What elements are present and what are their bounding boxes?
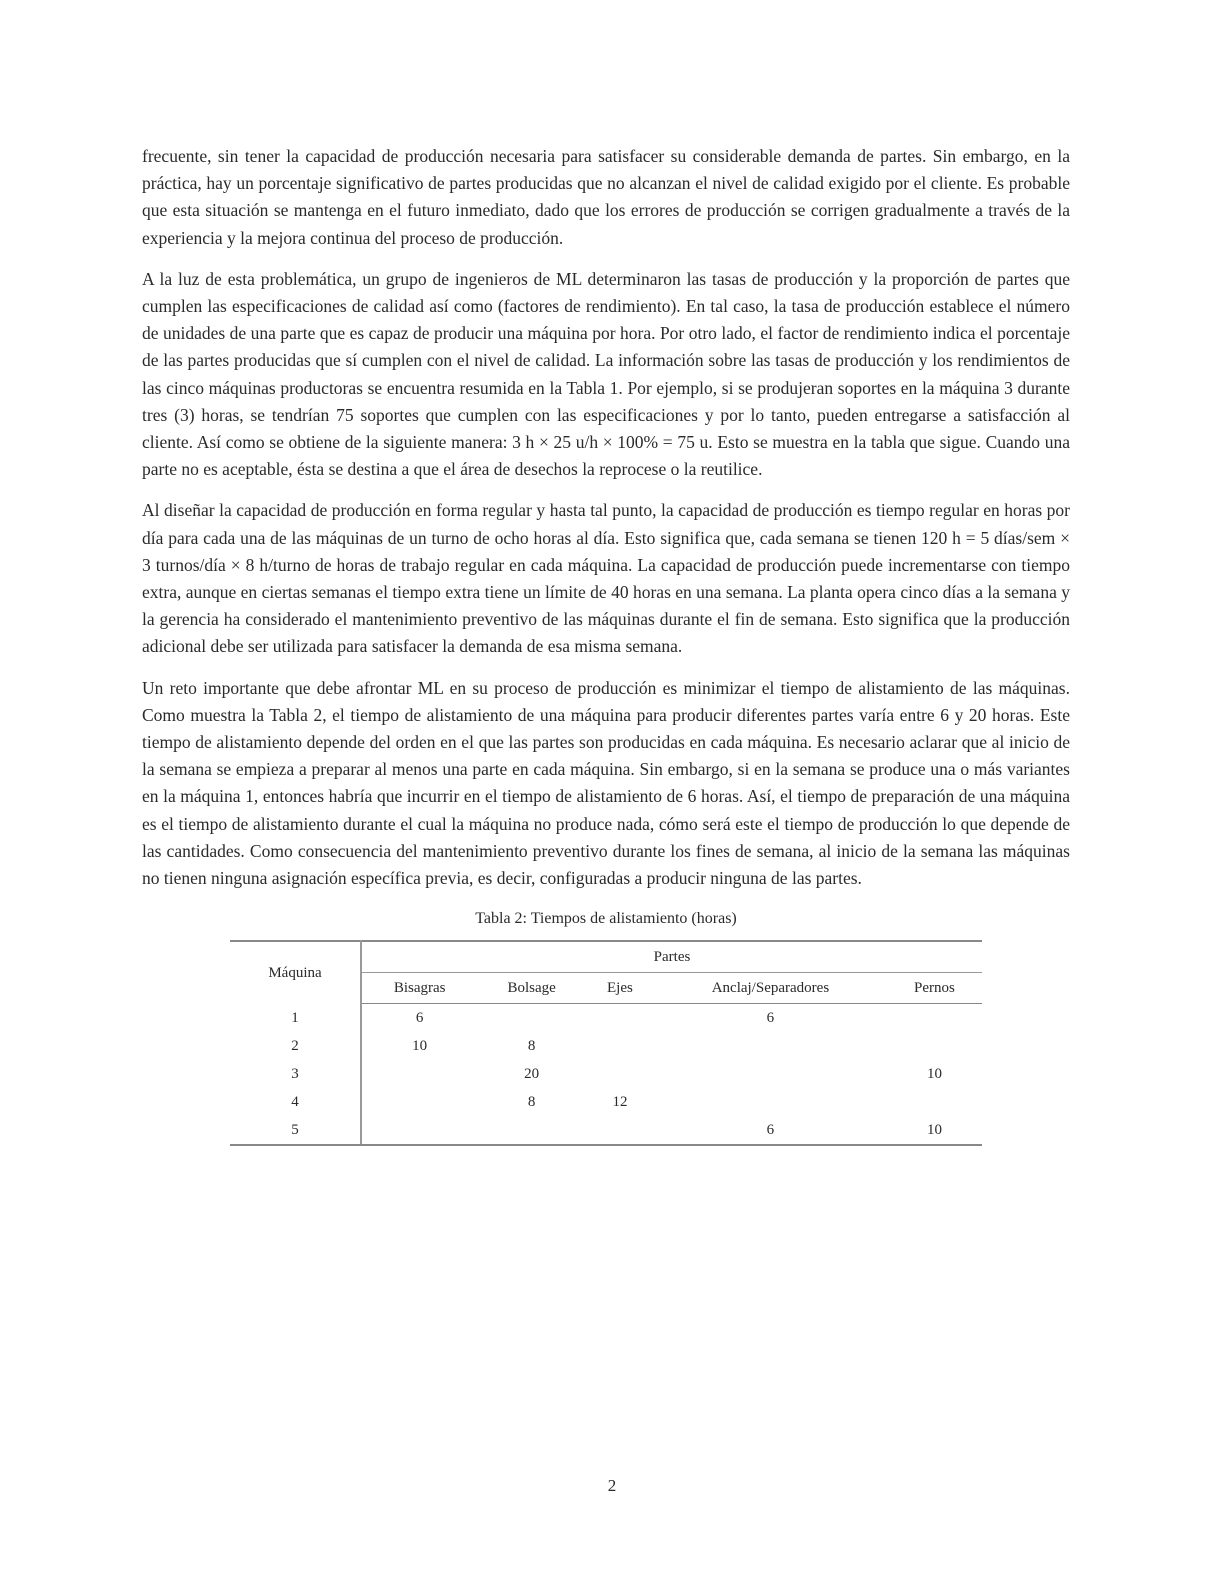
machine-cell: 4 xyxy=(230,1088,361,1116)
table-cell: 6 xyxy=(415,1009,424,1026)
page-number: 2 xyxy=(607,1476,617,1495)
machine-column-header: Máquina xyxy=(230,941,361,1004)
table-row xyxy=(230,1060,982,1088)
page-content xyxy=(142,143,1070,1146)
table-cell xyxy=(586,1032,654,1060)
table-cell xyxy=(887,1088,982,1116)
table-cell xyxy=(361,1060,477,1088)
column-header: Bolsage xyxy=(477,973,586,1004)
table-row xyxy=(230,1116,982,1145)
setup-times-table-wrap xyxy=(230,940,982,1146)
machine-cell: 1 xyxy=(230,1004,361,1033)
table-cell xyxy=(887,1004,982,1033)
table-cell: 10 xyxy=(926,1065,942,1082)
parts-group-header: Partes xyxy=(361,941,982,973)
table-cell xyxy=(361,1116,477,1145)
column-header: Anclaj/Separadores xyxy=(654,973,887,1004)
table-cell: 10 xyxy=(887,1116,982,1145)
table-cell xyxy=(887,1032,982,1060)
table-cell xyxy=(586,1004,654,1033)
table-cell: 12 xyxy=(612,1093,628,1110)
table-cell xyxy=(477,1116,586,1145)
paragraph-4: Un reto importante que debe afrontar ML en su proceso de producción es minimizar el tiempo de alistamiento de las máquinas. Como muestra la Tabla 2, el tiempo de alistamiento de una máquina para producir diferentes partes varía entre 6 y 20 horas. Este tiempo de alistamiento depende del orden en el que las partes son producidas en cada máquina. Es necesario aclarar que al inicio de la semana se empieza a preparar al menos una parte en cada máquina. Sin embargo, si en la semana se produce una o más variantes en la máquina 1, entonces habría que incurrir en el tiempo de alistamiento de 6 horas. Así, el tiempo de preparación de una máquina es el tiempo de alistamiento durante el cual la máquina no produce nada, cómo será este el tiempo de producción lo que depende de las cantidades. Como consecuencia del mantenimiento preventivo durante los fines de semana, al inicio de la semana las máquinas no tienen ninguna asignación específica previa, es decir, configuradas a producir ninguna de las partes. xyxy=(142,677,1070,889)
table-cell: 20 xyxy=(524,1065,540,1082)
table-cell: 8 xyxy=(527,1037,536,1054)
table-cell xyxy=(586,1116,654,1145)
table-cell xyxy=(586,1060,654,1088)
column-header: Ejes xyxy=(586,973,654,1004)
table-caption: Tabla 2: Tiempos de alistamiento (horas) xyxy=(475,910,737,928)
machine-cell: 3 xyxy=(230,1060,361,1088)
table-cell xyxy=(654,1060,887,1088)
table-row xyxy=(230,1088,982,1116)
machine-cell: 5 xyxy=(230,1116,361,1145)
table-row xyxy=(230,1032,982,1060)
table-cell: 6 xyxy=(766,1009,775,1026)
table-row xyxy=(230,1004,982,1033)
table-cell: 10 xyxy=(412,1037,428,1054)
table-cell: 6 xyxy=(654,1116,887,1145)
table-cell xyxy=(654,1032,887,1060)
machine-cell: 2 xyxy=(230,1032,361,1060)
paragraph-2: A la luz de esta problemática, un grupo de ingenieros de ML determinaron las tasas de producción y la proporción de partes que cumplen las especificaciones de calidad así como (factores de rendimiento). En tal caso, la tasa de producción establece el número de unidades de una parte que es capaz de producir una máquina por hora. Por otro lado, el factor de rendimiento indica el porcentaje de las partes producidas que sí cumplen con el nivel de calidad. La información sobre las tasas de producción y los rendimientos de las cinco máquinas productoras se encuentra resumida en la Tabla 1. Por ejemplo, si se produjeran soportes en la máquina 3 durante tres (3) horas, se tendrían 75 soportes que cumplen con las especificaciones y por lo tanto, pueden entregarse a satisfacción al cliente. Así como se obtiene de la siguiente manera: 3 h × 25 u/h × 100% = 75 u. Esto se muestra en la tabla que sigue. Cuando una parte no es aceptable, ésta se destina a que el área de desechos la reprocese o la reutilice. xyxy=(142,268,1070,480)
table-cell xyxy=(361,1088,477,1116)
column-header: Pernos xyxy=(887,973,982,1004)
paragraph-3: Al diseñar la capacidad de producción en forma regular y hasta tal punto, la capacidad de producción es tiempo regular en horas por día para cada una de las máquinas de un turno de ocho horas al día. Esto significa que, cada semana se tienen 120 h = 5 días/sem × 3 turnos/día × 8 h/turno de horas de trabajo regular en cada máquina. La capacidad de producción puede incrementarse con tiempo extra, aunque en ciertas semanas el tiempo extra tiene un límite de 40 horas en una semana. La planta opera cinco días a la semana y la gerencia ha considerado el mantenimiento preventivo de las máquinas durante el fin de semana. Esto significa que la producción adicional debe ser utilizada para satisfacer la demanda de esa misma semana. xyxy=(142,500,1070,657)
setup-times-table xyxy=(230,940,982,1146)
table-cell xyxy=(477,1004,586,1033)
paragraph-1: frecuente, sin tener la capacidad de producción necesaria para satisfacer su considerable demanda de partes. Sin embargo, en la práctica, hay un porcentaje significativo de partes producidas que no alcanzan el nivel de calidad exigido por el cliente. Es probable que esta situación se mantenga en el futuro inmediato, dado que los errores de producción se corrigen gradualmente a través de la experiencia y la mejora continua del proceso de producción. xyxy=(142,146,1070,248)
table-cell: 8 xyxy=(527,1093,536,1110)
column-header: Bisagras xyxy=(361,973,477,1004)
table-cell xyxy=(654,1088,887,1116)
